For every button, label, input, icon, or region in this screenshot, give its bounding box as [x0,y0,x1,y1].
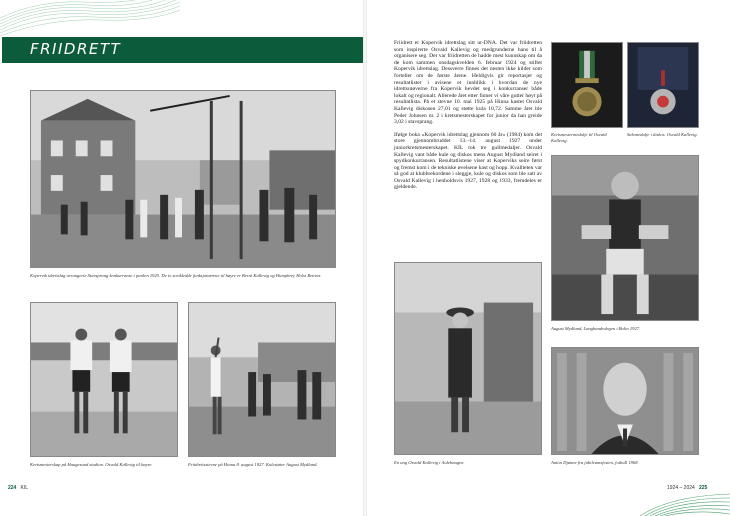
caption-medal-1: Kretsmestermedalje til Osvald Kallevig. [551,132,607,143]
photo-medal-kretsmester [551,42,623,128]
photo-august-mydland [551,155,699,321]
photo-pole-vault [30,90,336,268]
photo-hinna-shot-put [188,302,336,457]
page-number-left: 224 [8,485,17,491]
caption-haugesund: Kretsmesterskap på Haugesund stadion. Osvald Kallevig til høyre. [30,462,153,467]
photo-medal-silver-discus [627,42,699,128]
wave-decoration-bottom [640,478,730,516]
caption-anton: Anton Djønne fra jubileumsfesten, fotball 1968. [551,460,639,465]
photo-osvald-kallevig [394,262,542,455]
article-paragraph-1: Friidrett er Kopervik idrettslag sitt ur-DNA. Det var friidretten som inspirerte Osvald Kallevig og medgrunderne hans til å organisere seg. Det var friidretten de hadde mest kunnskap om da de kom sammen onsdagskvelden 6. februar 1924 og stiftet Kopervik idrettslag. Dessverre finnes det nesten ikke kilder som forteller om de første årene. Heldigvis gir reportasjer og resultatlister i avisene et innblikk i hvordan de nye idrettsutøverne fra Kopervik hevdet seg i konkurranser både lokalt og regionalt. Allerede året etter finner vi våre gutter høyt på resultatlista. På et stevne 10. mai 1925 på Hinna kastet Osvald Kallevig diskosen 27,01 og støtte kula 10,72. Samme året ble Peder Johnsen nr. 2 i kretsmesterskapet for junior da han greide 3,02 i stavsprang. [394,40,542,126]
left-page [0,0,364,516]
book-gutter [363,0,367,516]
article-paragraph-2: Ifølge boka «Kopervik idrettslag gjennom 60 år» (1984) kom det store gjennombruddet 13.–14. august 1927 under juniorkretsmesterskapet. KIL tok tre gullmedaljer. Osvald Kallevig vant både kule og diskos mens August Mydland seiret i spydkonkurransen. Resultatlistene viser at Koperviks seire først og fremst kom i de tekniske øvelsene kast og hopp. Kvaliteten var så god at klubbrekordene i sleggje, kule og diskos som ble satt av Osvald Kallevig i henholdsvis 1927, 1928 og 1933, fremdeles er gjeldende. [394,131,542,191]
caption-mydland: August Mydland, Langhandvdegen i Bolin 1927. [551,326,641,331]
folio-label-left: KIL [20,485,29,491]
photo-anton-djonne [551,347,699,455]
caption-medal-2: Sølvmedalje i diskos. Osvald Kallevig. [627,132,698,137]
folio-years: 1924 – 2024 [667,485,695,491]
caption-hinna: Friidrettsstevne på Hinna 8. august 1927. Kulestøter August Mydland. [188,462,318,467]
folio-left [8,485,28,491]
wave-decoration-top [0,0,180,36]
folio-right [667,485,707,491]
photo-haugesund-stadium [30,302,178,457]
caption-pole-vault: Kopervik idrettslag arrangerte Stavsprang konkurranse i parken 1925. De to sortkledde funksjonærene til høyre er Bernt Kallevig og Humphrey Holst Renvez. [30,273,322,278]
page-number-right: 225 [698,485,708,491]
section-title: FRIIDRETT [30,40,122,58]
article-text [394,40,542,197]
caption-osvald: En ung Osvald Kallevig i Aulebaugen. [394,460,465,465]
